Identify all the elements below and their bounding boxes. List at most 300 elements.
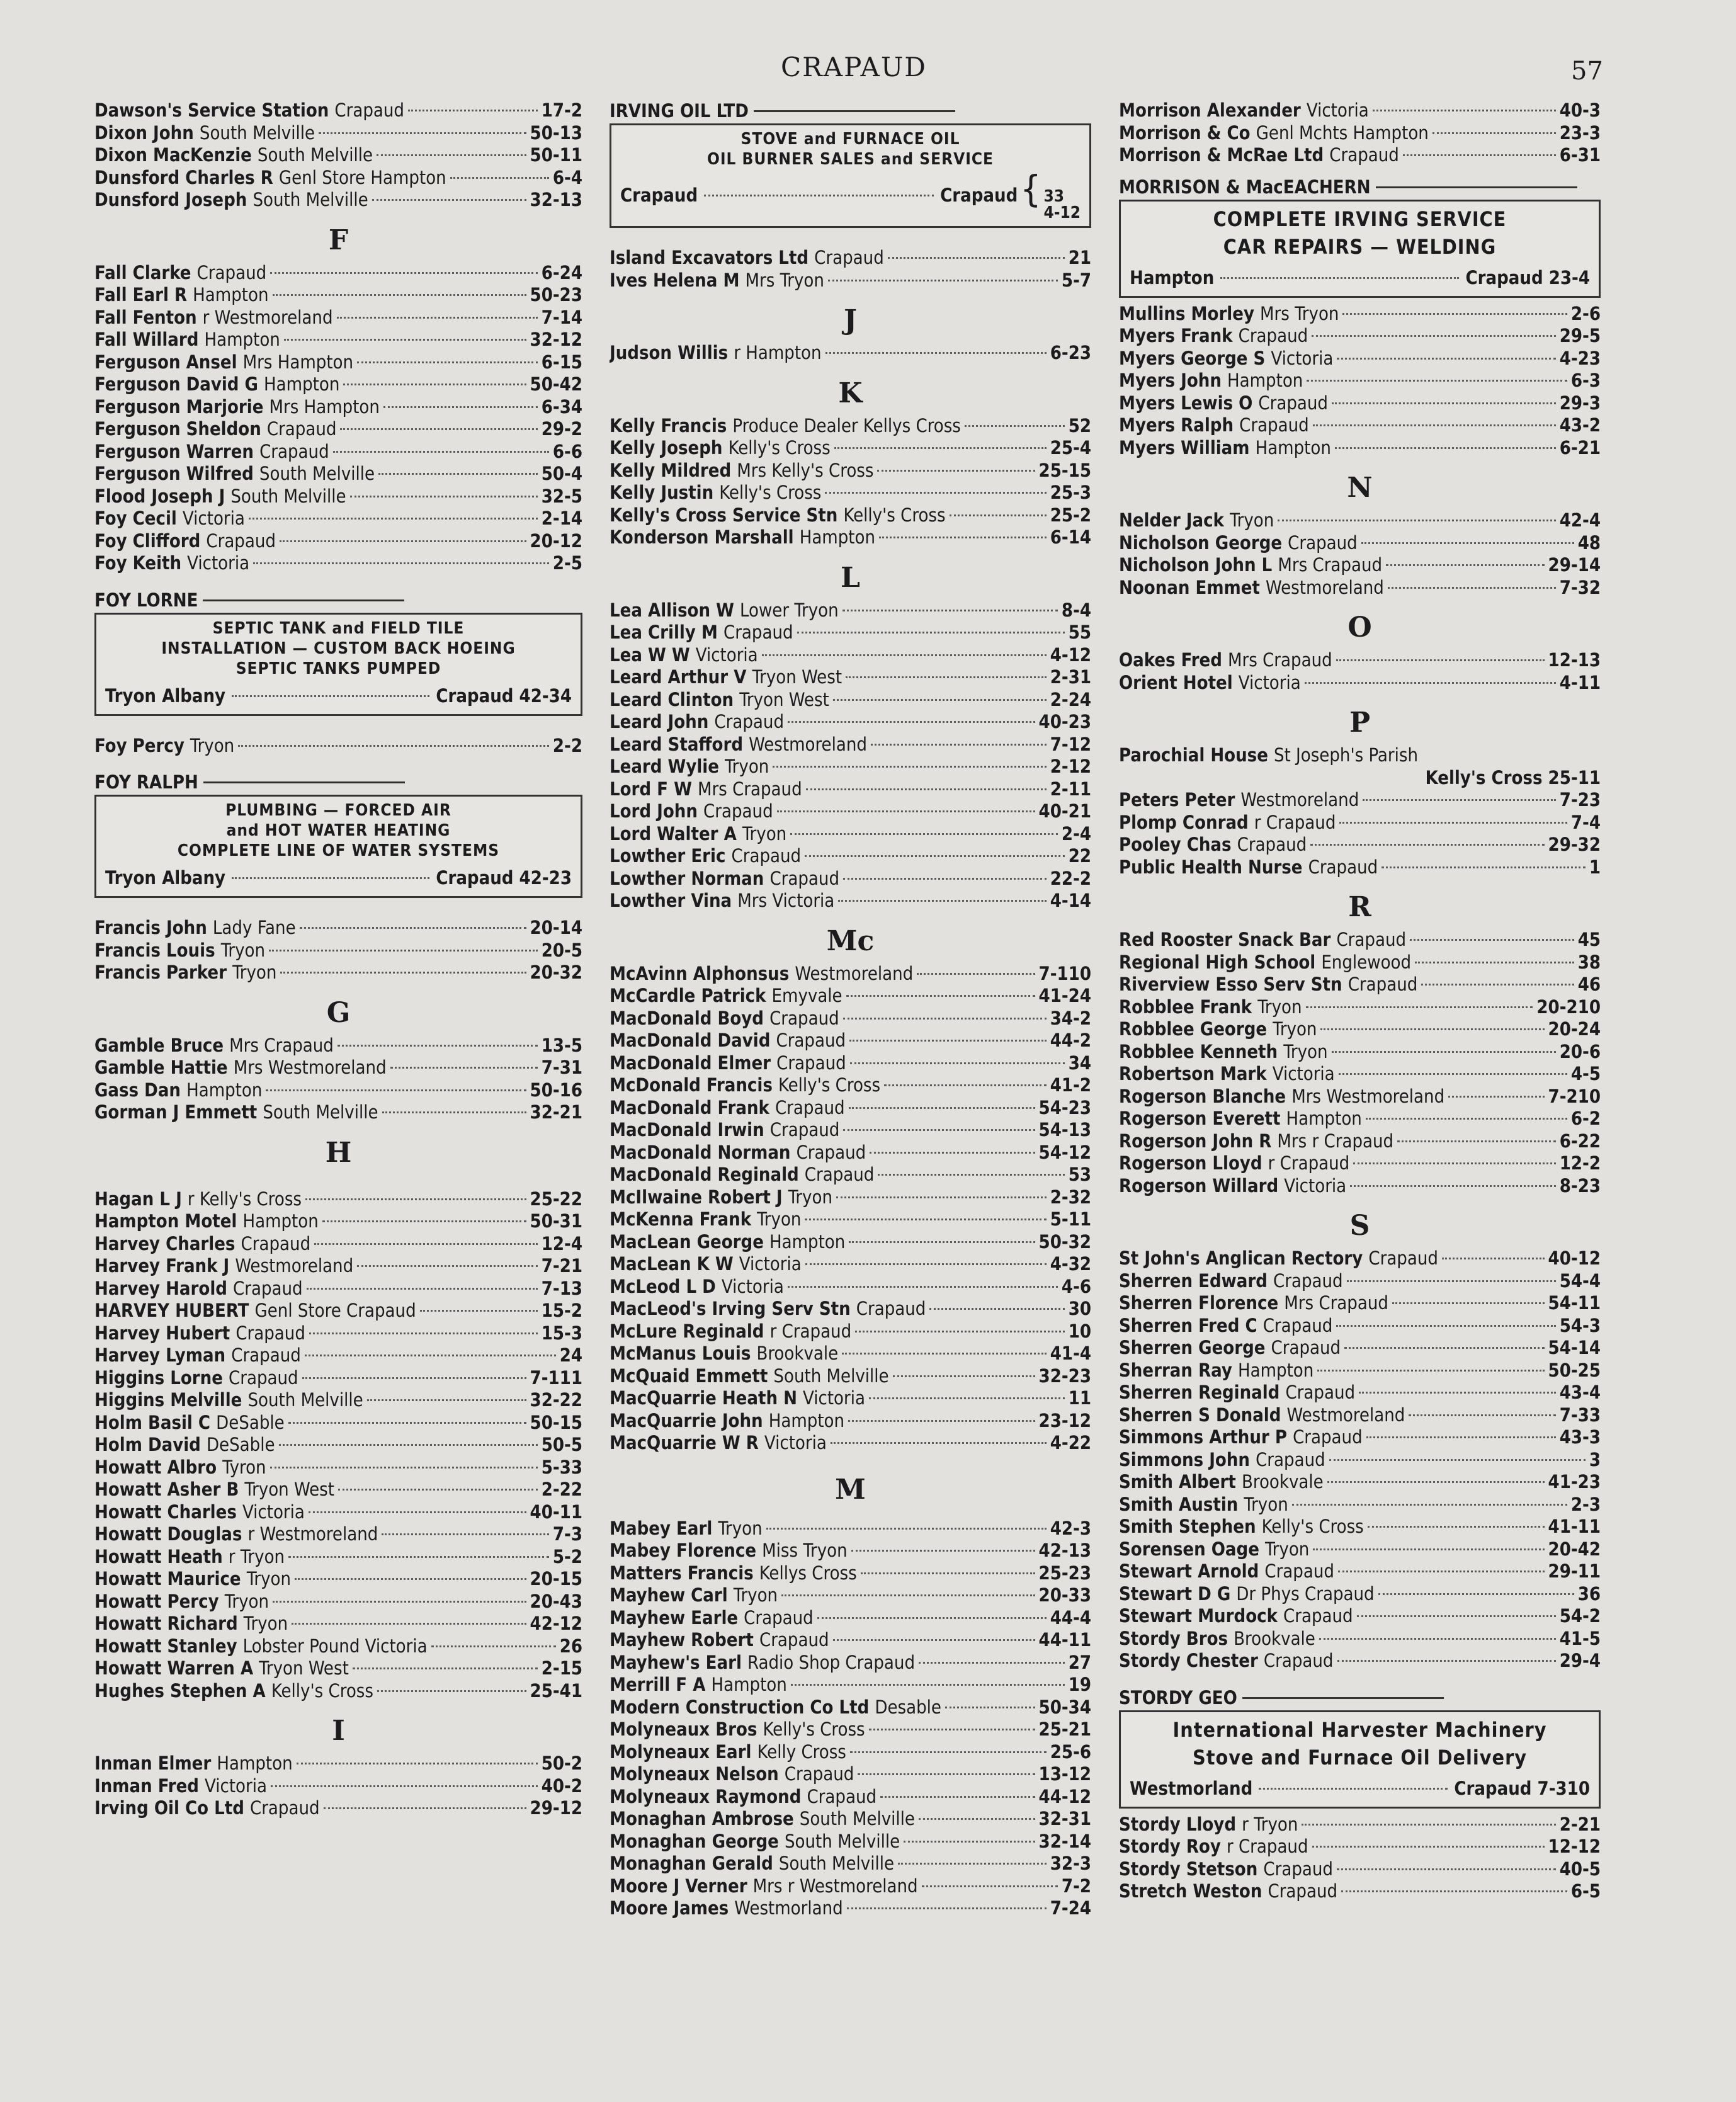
dot-leader [833,699,1047,701]
dot-leader [1292,1504,1567,1506]
listing-entry [610,756,1091,778]
listing-phone: 32-3 [1050,1853,1091,1874]
listing-phone: 26 [559,1635,582,1657]
listing-phone: 50-42 [530,373,582,395]
listing-address: Brookvale [756,1343,839,1364]
listing-phone: 29-32 [1548,834,1601,855]
listing-name: Nicholson George [1119,531,1283,554]
listing-address: Dr Phys Crapaud [1236,1582,1375,1605]
listing-phone: 45 [1577,929,1601,950]
listing-name: Fall Earl R [94,284,188,305]
listing-phone: 25-2 [1050,504,1091,526]
ad-irving-oil: STOVE and FURNACE OIL OIL BURNER SALES and SERVICE Crapaud Crapaud { 33 4-12 [610,123,1091,228]
dot-leader [1442,1258,1545,1259]
ad-heading: STORDY GEO [1119,1686,1601,1709]
listing-name: Sherren S Donald [1119,1404,1281,1426]
listing-entry [1119,1175,1601,1198]
listing-phone: 20-6 [1559,1040,1601,1062]
listing-phone: 4-11 [1559,671,1601,693]
listing-address: Westmorland [734,1897,843,1919]
dot-leader [1363,799,1555,801]
listing-entry [610,1298,1091,1321]
listing-phone: 19 [1068,1674,1091,1695]
dot-leader [1366,1436,1556,1438]
listing-entry [610,1253,1091,1276]
listing-phone: 36 [1577,1582,1601,1605]
listing-address: Tryon West [259,1657,349,1679]
section-letter-p: P [1349,707,1371,739]
listing-address: Crapaud [1271,1337,1341,1358]
listing-address: Crapaud [769,1119,840,1140]
listing-address: Crapaud [1293,1426,1363,1448]
dot-leader [825,352,1047,354]
listing-address: Crapaud [796,1141,866,1163]
listing-phone: 7-13 [541,1277,582,1299]
listing-name: Inman Fred [94,1775,199,1797]
listing-phone: 29-3 [1559,392,1601,414]
listing-address: Lady Fane [212,917,296,938]
listing-entry [610,1853,1091,1875]
listing-phone: 24 [559,1344,582,1366]
listing-entry [94,1657,582,1680]
listing-name: Sherran Ray [1119,1359,1232,1381]
ad-foy-ralph [94,771,582,898]
ad-heading: MORRISON & MacEACHERN [1119,176,1601,198]
listing-address: Crapaud [1336,929,1407,950]
listing-entry [610,1674,1091,1696]
listing-entry [610,460,1091,482]
listing-address: Produce Dealer Kellys Cross [732,414,961,436]
listing-name: Stordy Lloyd [1119,1813,1236,1835]
listing-name: Plomp Conrad [1119,811,1249,833]
dot-leader [1319,1638,1556,1640]
listing-phone: 2-31 [1050,666,1091,688]
section-letter-h: H [325,1136,352,1169]
listing-phone: 20-15 [530,1568,582,1589]
dot-leader [884,1084,1047,1086]
listing-phone: 25-3 [1050,482,1091,503]
dot-leader [271,1785,538,1787]
listing-continuation: Kelly's Cross 25-11 [1425,766,1601,788]
listing-address: r Crapaud [1268,1152,1350,1174]
listing-address: Crapaud [1239,414,1309,436]
listing-address: Victoria [1284,1174,1347,1196]
listing-name: Lea Allison W [610,599,734,621]
listing-phone: 32-13 [530,189,582,210]
listing-entry [610,482,1091,504]
listing-address: Hampton [768,1409,845,1431]
dot-leader [300,927,526,929]
listing-name: Francis Louis [94,939,215,961]
listing-name: Konderson Marshall [610,526,794,548]
listing-address: Hampton [217,1753,293,1774]
listing-phone: 42-4 [1559,509,1601,531]
listing-phone: 54-2 [1559,1605,1601,1627]
listing-address: Victoria [242,1501,305,1523]
listing-phone: 50-23 [530,284,582,305]
listing-entry [610,1562,1091,1585]
listing-address: Kellys Cross [759,1562,857,1584]
listing-phone: 7-111 [530,1366,582,1389]
listing-phone: 4-23 [1559,347,1601,369]
listing-phone: 7-210 [1548,1085,1601,1107]
dot-leader [269,950,538,952]
listing-entry [610,868,1091,890]
listing-address: Radio Shop Crapaud [747,1651,916,1673]
listing-phone: 40-23 [1038,711,1091,732]
listing-phone: 2-12 [1050,756,1091,777]
dot-leader [1344,1347,1544,1349]
listing-entry [94,1635,582,1658]
dot-leader [431,1645,556,1647]
listing-entry [610,1696,1091,1719]
listing-entry [610,1321,1091,1343]
listing-name: Riverview Esso Serv Stn [1119,974,1342,995]
listing-entry [94,1322,582,1345]
dot-leader [378,473,538,475]
listing-name: Inman Elmer [94,1753,212,1774]
dot-leader [305,1198,526,1200]
dot-leader [1415,962,1574,963]
listing-entry [1119,1247,1601,1270]
listing-entry [94,508,582,530]
ad-foy-lorne [94,589,582,716]
listing-entry [1119,509,1601,532]
listing-name: Lord Walter A [610,822,737,844]
dot-leader [266,1089,526,1091]
listing-entry [610,1629,1091,1652]
dot-leader [833,1639,1035,1641]
listing-address: Hampton [204,329,280,350]
listing-entry [1119,1063,1601,1086]
listing-name: Sherren Fred C [1119,1314,1257,1336]
listing-name: Rogerson Blanche [1119,1085,1286,1107]
listing-entry [1119,99,1601,122]
listing-address: Crapaud [744,1606,814,1628]
listing-entry [1119,1605,1601,1628]
listing-phone: 40-21 [1038,800,1091,822]
dot-leader [280,540,526,542]
listing-phone: 41-23 [1548,1471,1601,1492]
listing-address: Crapaud [233,1277,303,1299]
listing-name: Higgins Melville [94,1389,242,1411]
listing-address: Tryon [718,1517,763,1539]
dot-leader [322,1220,526,1222]
listing-name: Howatt Richard [94,1613,238,1634]
listing-name: Mullins Morley [1119,302,1254,324]
listing-address: Mrs Crapaud [1284,1292,1388,1314]
dot-leader [249,518,538,520]
listing-entry [1119,325,1601,348]
listing-address: Crapaud [1285,1382,1356,1403]
listing-name: McAvinn Alphonsus [610,962,790,984]
dot-leader [1403,154,1556,156]
listing-name: Public Health Nurse [1119,856,1303,878]
listing-name: MacDonald Frank [610,1096,769,1118]
dot-leader [869,1729,1035,1730]
listing-address: Crapaud [1329,144,1399,166]
listing-entry [1119,1041,1601,1064]
dot-leader [919,1818,1035,1820]
ad-heading: FOY RALPH [94,771,582,793]
listing-phone: 7-2 [1061,1875,1091,1897]
listing-name: McCardle Patrick [610,985,766,1006]
dot-leader [846,995,1035,997]
listing-entry: Parochial House St Joseph's Parish [1119,744,1419,766]
section-letter-o: O [1347,611,1372,644]
listing-phone: 38 [1577,951,1601,973]
listing-entry [94,1300,582,1322]
listing-address: Tryon [757,1208,802,1230]
listing-name: Robblee Kenneth [1119,1040,1278,1062]
listing-name: Smith Austin [1119,1493,1239,1515]
listing-entry [94,530,582,553]
listing-name: Simmons Arthur P [1119,1426,1287,1448]
listing-address: Crapaud [814,247,884,268]
listing-address: Crapaud [703,800,773,822]
listing-address: Mrs Hampton [242,351,354,373]
listing-phone: 44-12 [1038,1785,1091,1807]
dot-leader [1366,1118,1567,1120]
listing-address: Victoria [1271,347,1334,369]
listing-name: Leard Arthur V [610,666,747,688]
dot-leader [843,1018,1047,1020]
dot-leader [1410,939,1574,941]
listing-name: Stewart Arnold [1119,1560,1259,1582]
listing-phone: 29-11 [1548,1560,1601,1582]
listing-name: HARVEY HUBERT [94,1300,249,1321]
listing-address: Tyron [222,1456,266,1478]
listing-address: Hampton [1286,1108,1362,1129]
listing-address: Victoria [764,1432,827,1453]
listing-address: r Kelly's Cross [187,1188,302,1210]
listing-group [610,963,1091,1455]
listing-entry [1119,1836,1601,1858]
dot-leader [904,1841,1035,1843]
listing-name: Ferguson Marjorie [94,395,264,418]
dot-leader [297,1763,538,1764]
listing-name: Lowther Norman [610,867,764,889]
listing-address: Mrs Westmoreland [233,1057,387,1078]
section-letter-j: J [844,304,857,336]
listing-phone: 46 [1577,974,1601,995]
listing-address: Tryon [742,822,787,844]
listing-phone: 20-210 [1536,996,1601,1018]
listing-phone: 48 [1577,531,1601,554]
listing-phone: 44-4 [1050,1606,1091,1628]
dot-leader [292,1623,526,1625]
listing-entry [94,1101,582,1124]
listing-phone: 7-21 [541,1255,582,1276]
listing-phone: 41-2 [1050,1074,1091,1096]
listing-name: Gamble Hattie [94,1057,228,1078]
listing-phone: 6-5 [1570,1880,1601,1902]
listing-name: Howatt Stanley [94,1635,237,1657]
listing-entry [610,689,1091,712]
listing-address: Kelly's Cross [843,504,946,526]
listing-entry [1119,1449,1601,1472]
listing-address: Mrs Crapaud [229,1034,334,1056]
listing-name: Hughes Stephen A [94,1679,266,1701]
ad-heading: FOY LORNE [94,589,582,611]
listing-name: Holm David [94,1434,201,1455]
listing-phone: 12-12 [1548,1836,1601,1857]
dot-leader [1342,313,1567,315]
dot-leader [350,496,538,497]
listing-group [1119,929,1601,1197]
listing-name: Kelly Joseph [610,437,723,458]
listing-name: Pooley Chas [1119,834,1232,855]
listing-phone: 50-4 [541,463,582,484]
dot-leader [270,272,538,274]
listing-phone: 7-12 [1050,733,1091,755]
listing-phone: 44-11 [1038,1629,1091,1650]
listing-phone: 50-13 [530,122,582,144]
listing-address: Victoria [803,1387,865,1409]
listing-phone: 6-4 [552,166,582,188]
listing-name: Ives Helena M [610,269,740,291]
listing-entry [610,1875,1091,1898]
listing-name: Howatt Albro [94,1456,217,1478]
listing-address: Crapaud [1347,974,1418,995]
dot-leader [333,451,549,453]
listing-name: Gass Dan [94,1079,181,1101]
listing-name: MacLean George [610,1230,764,1253]
listing-address: Crapaud [266,418,337,440]
listing-phone: 20-5 [541,939,582,961]
listing-phone: 3 [1589,1448,1601,1470]
listing-name: Ferguson Ansel [94,351,237,373]
dot-leader [898,1863,1047,1865]
listing-address: Genl Store Hampton [278,166,446,188]
listing-address: Brookvale [1234,1627,1315,1649]
listing-phone: 20-33 [1038,1584,1091,1606]
listing-name: Sherren Edward [1119,1270,1268,1292]
listing-phone: 34-2 [1050,1007,1091,1029]
dot-leader [1339,1073,1567,1075]
ad-line: INSTALLATION — CUSTOM BACK HOEING [161,639,516,658]
listing-address: Victoria [721,1275,784,1297]
dot-leader [762,654,1047,656]
listing-phone: 41-24 [1038,985,1091,1006]
listing-address: Mrs Hampton [269,395,380,418]
listing-phone: 50-32 [1038,1230,1091,1253]
listing-entry [94,1775,582,1798]
listing-phone: 7-3 [552,1523,582,1545]
listing-address: South Melville [257,144,373,166]
listing-entry [94,940,582,962]
listing-phone: 4-22 [1050,1432,1091,1453]
listing-entry [1119,392,1601,415]
listing-phone: 2-22 [541,1479,582,1500]
listing-address: Hampton [242,1210,319,1232]
listing-name: Francis Parker [94,962,227,983]
listing-entry [610,845,1091,868]
listing-phone: 2-5 [552,552,582,574]
dot-leader [1337,1660,1556,1662]
dot-leader [377,1690,526,1692]
listing-phone: 50-11 [530,144,582,166]
listing-phone: 7-32 [1559,576,1601,598]
listing-phone: 4-32 [1050,1253,1091,1275]
listing-name: Ferguson Warren [94,440,254,462]
listing-phone: 30 [1068,1298,1091,1319]
listing-entry [610,526,1091,549]
dot-leader [766,1528,1047,1530]
listing-name: Lord John [610,800,698,822]
listing-entry [610,437,1091,460]
listing-address: r Crapaud [769,1320,852,1342]
listing-name: Sherren George [1119,1337,1266,1358]
listing-group [94,1035,582,1124]
listing-phone: 4-12 [1050,644,1091,666]
listing-group [94,1753,582,1820]
dot-leader [314,1243,538,1245]
listing-entry [94,418,582,441]
listing-address: Kelly's Cross [728,437,831,458]
listing-name: Molyneaux Nelson [610,1763,779,1785]
listing-entry [1119,856,1601,879]
listing-phone: 29-12 [530,1797,582,1819]
dot-leader [817,1617,1047,1619]
listing-address: r Westmoreland [247,1523,378,1545]
dot-leader [1337,1868,1556,1870]
listing-name: Leard Stafford [610,733,744,755]
dot-leader [922,1885,1058,1887]
listing-address: South Melville [773,1365,889,1387]
dot-leader [869,1397,1065,1399]
dot-leader [232,877,429,879]
listing-address: Desable [875,1696,941,1718]
listing-address: South Melville [799,1808,915,1829]
listing-address: Tryon [246,1568,292,1589]
listing-phone: 6-21 [1559,436,1601,458]
listing-name: MacQuarrie W R [610,1432,759,1453]
listing-name: Higgins Lorne [94,1366,223,1389]
listing-phone: 40-2 [541,1775,582,1797]
listing-entry [1119,348,1601,370]
listing-name: Monaghan Ambrose [610,1808,794,1829]
listing-group [610,415,1091,549]
listing-name: Noonan Emmet [1119,576,1260,598]
dot-leader [232,695,429,697]
listing-address: Tryon [1244,1493,1288,1515]
listing-entry [94,1188,582,1211]
listing-name: MacQuarrie Heath N [610,1387,797,1409]
listing-name: Judson Willis [610,342,729,363]
listing-address: Crapaud [804,1164,875,1185]
listing-address: Hampton [186,1079,263,1101]
dot-leader [1350,1185,1556,1187]
dot-leader [1448,1096,1544,1098]
listing-entry [610,778,1091,801]
listing-entry [1119,1538,1601,1561]
listing-phone: 6-34 [541,395,582,418]
listing-entry [610,270,1091,292]
section-letter-s: S [1349,1210,1370,1242]
listing-entry [1119,554,1601,577]
listing-name: Merrill F A [610,1674,706,1695]
listing-entry [610,963,1091,986]
dot-leader [338,1489,538,1491]
listing-entry [610,985,1091,1008]
dot-leader [338,1045,538,1047]
listing-phone: 12-4 [541,1232,582,1254]
listing-address: Mrs Kelly's Cross [737,459,874,481]
listing-phone: 5-2 [552,1545,582,1567]
listing-name: Ferguson Sheldon [94,418,261,440]
listing-entry [94,1389,582,1412]
